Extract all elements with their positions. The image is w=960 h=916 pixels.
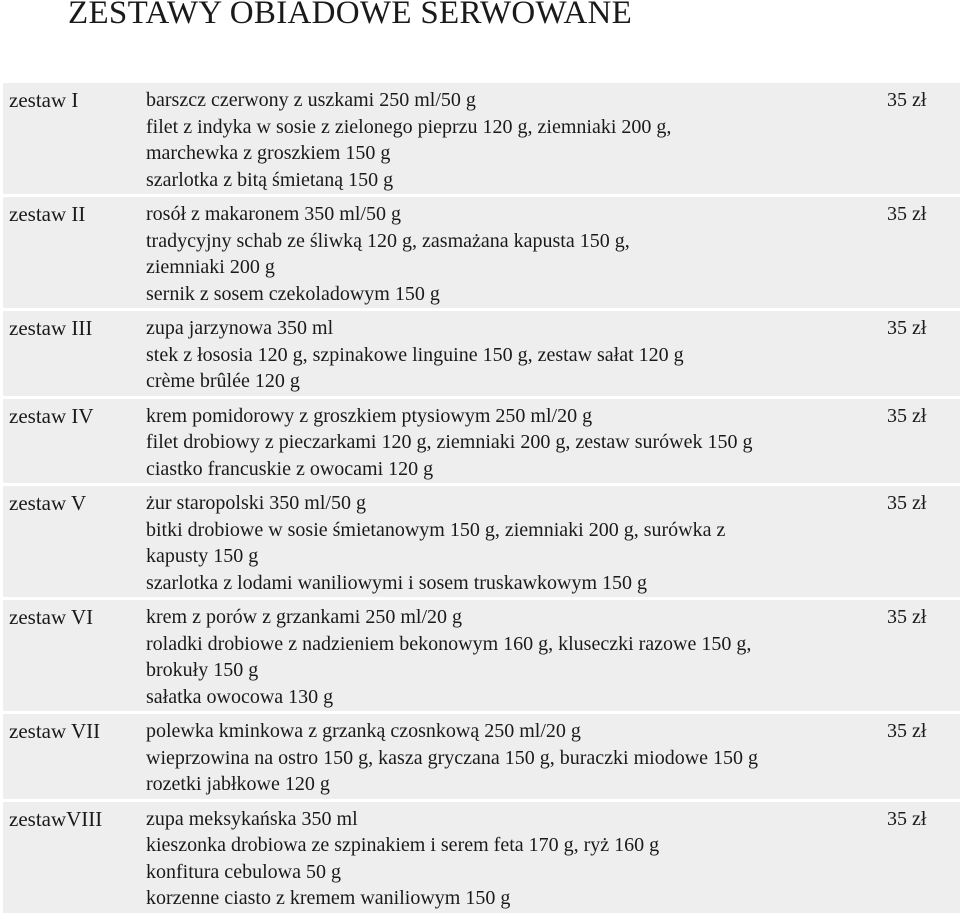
set-dishes	[146, 197, 871, 308]
dish-line: bitki drobiowe w sosie śmietanowym 150 g, ziemniaki 200 g, surówka z	[146, 518, 726, 541]
set-dishes	[146, 311, 871, 396]
dish-line: zupa meksykańska 350 ml	[146, 807, 358, 830]
menu-set-row	[3, 311, 960, 396]
set-dishes	[146, 600, 871, 711]
dish-line: ciastko francuskie z owocami 120 g	[146, 457, 434, 480]
dish-line: ziemniaki 200 g	[146, 256, 275, 278]
menu-body	[3, 83, 960, 913]
set-dishes	[146, 802, 871, 913]
menu-table	[3, 80, 960, 916]
set-price: 35 zł	[871, 486, 960, 597]
set-name: zestaw III	[3, 311, 146, 396]
set-dishes	[146, 486, 871, 597]
dish-line: krem pomidorowy z groszkiem ptysiowym 250 ml/20 g	[146, 404, 593, 427]
dish-line: zupa jarzynowa 350 ml	[146, 317, 334, 339]
dish-line: sernik z sosem czekoladowym 150 g	[146, 282, 440, 305]
dish-line: barszcz czerwony z uszkami 250 ml/50 g	[146, 89, 476, 111]
dish-line: kieszonka drobiowa ze szpinakiem i serem feta 170 g, ryż 160 g	[146, 834, 660, 856]
dish-line: roladki drobiowe z nadzieniem bekonowym 160 g, kluseczki razowe 150 g,	[146, 632, 752, 655]
set-price: 35 zł	[871, 714, 960, 799]
set-dishes	[146, 83, 871, 194]
set-price: 35 zł	[871, 311, 960, 396]
set-dishes	[146, 714, 871, 799]
dish-line: filet drobiowy z pieczarkami 120 g, ziemniaki 200 g, zestaw surówek 150 g	[146, 431, 753, 453]
set-name: zestaw VI	[3, 600, 146, 711]
set-name: zestaw IV	[3, 399, 146, 484]
dish-line: rosół z makaronem 350 ml/50 g	[146, 203, 401, 225]
menu-set-row	[3, 486, 960, 597]
dish-line: konfitura cebulowa 50 g	[146, 860, 341, 883]
dish-line: polewka kminkowa z grzanką czosnkową 250 ml/20 g	[146, 720, 581, 742]
dish-line: kapusty 150 g	[146, 545, 259, 567]
dish-line: krem z porów z grzankami 250 ml/20 g	[146, 606, 463, 628]
set-name: zestaw II	[3, 197, 146, 308]
menu-set-row	[3, 399, 960, 484]
menu-set-row	[3, 802, 960, 913]
dish-line: rozetki jabłkowe 120 g	[146, 773, 330, 795]
set-name: zestaw VII	[3, 714, 146, 799]
set-price: 35 zł	[871, 399, 960, 484]
dish-line: tradycyjny schab ze śliwką 120 g, zasmażana kapusta 150 g,	[146, 229, 630, 252]
menu-set-row	[3, 197, 960, 308]
dish-line: crème brûlée 120 g	[146, 370, 300, 392]
set-name: zestaw I	[3, 83, 146, 194]
dish-line: żur staropolski 350 ml/50 g	[146, 492, 366, 514]
set-dishes	[146, 399, 871, 484]
page-title: ZESTAWY OBIADOWE SERWOWANE	[68, 0, 633, 31]
set-price: 35 zł	[871, 197, 960, 308]
set-name: zestaw V	[3, 486, 146, 597]
menu-set-row	[3, 714, 960, 799]
dish-line: filet z indyka w sosie z zielonego pieprzu 120 g, ziemniaki 200 g,	[146, 115, 672, 138]
dish-line: szarlotka z lodami waniliowymi i sosem truskawkowym 150 g	[146, 571, 648, 594]
menu-set-row	[3, 600, 960, 711]
dish-line: brokuły 150 g	[146, 659, 259, 681]
menu-set-row	[3, 83, 960, 194]
set-price: 35 zł	[871, 600, 960, 711]
dish-line: szarlotka z bitą śmietaną 150 g	[146, 168, 394, 191]
dish-line: marchewka z groszkiem 150 g	[146, 142, 391, 164]
dish-line: stek z łososia 120 g, szpinakowe linguine 150 g, zestaw sałat 120 g	[146, 343, 684, 366]
dish-line: korzenne ciasto z kremem waniliowym 150 g	[146, 887, 511, 909]
set-price: 35 zł	[871, 83, 960, 194]
dish-line: wieprzowina na ostro 150 g, kasza gryczana 150 g, buraczki miodowe 150 g	[146, 746, 759, 769]
set-price: 35 zł	[871, 802, 960, 913]
set-name: zestawVIII	[3, 802, 146, 913]
dish-line: sałatka owocowa 130 g	[146, 685, 334, 708]
